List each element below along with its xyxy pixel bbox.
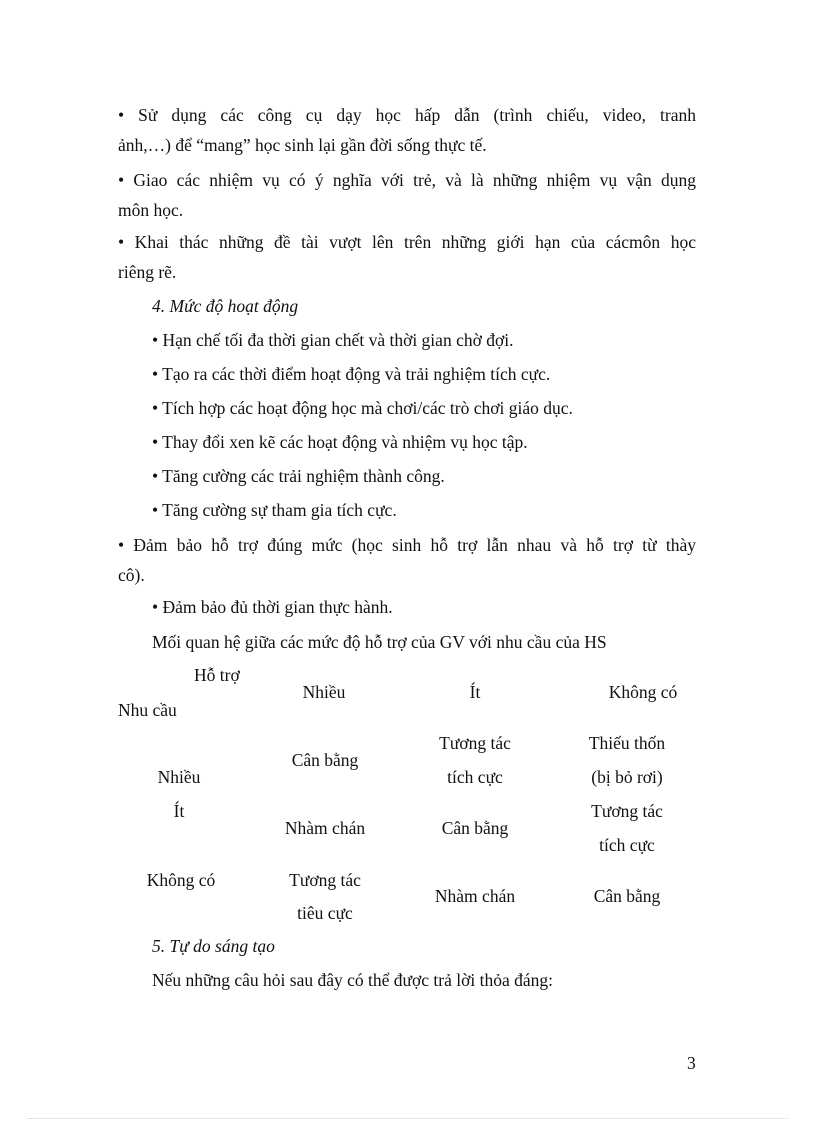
bullet-item: • Thay đổi xen kẽ các hoạt động và nhiệm vụ học tập.	[152, 432, 528, 452]
table-cell: Cân bằng	[593, 886, 661, 906]
bullet-item: • Hạn chế tối đa thời gian chết và thời gian chờ đợi.	[152, 330, 514, 350]
table-cell: tích cực	[447, 767, 503, 787]
paragraph-2-line-2: môn học.	[118, 200, 184, 220]
table-cell: Cân bằng	[291, 750, 359, 770]
row-header-many: Nhiều	[157, 767, 201, 787]
paragraph-3-line-1: • Khai thác những đề tài vượt lên trên những giới hạn của cácmôn học	[118, 232, 696, 252]
table-cell: Tương tác	[439, 733, 511, 753]
col-header-many: Nhiều	[302, 682, 346, 702]
table-cell: tích cực	[599, 835, 655, 855]
bullet-item: • Tăng cường sự tham gia tích cực.	[152, 500, 397, 520]
page-number: 3	[687, 1053, 696, 1073]
section-5-intro: Nếu những câu hỏi sau đây có thể được trả lời thỏa đáng:	[152, 970, 553, 990]
table-corner-needs: Nhu cầu	[118, 700, 177, 720]
table-cell: Tương tác	[289, 870, 361, 890]
paragraph-1-line-1: • Sử dụng các công cụ dạy học hấp dẫn (trình chiếu, video, tranh	[118, 105, 696, 125]
table-cell: Nhàm chán	[434, 886, 516, 906]
table-cell: (bị bỏ rơi)	[591, 767, 663, 787]
relation-title: Mối quan hệ giữa các mức độ hỗ trợ của GV với nhu cầu của HS	[152, 632, 607, 652]
table-cell: Tương tác	[591, 801, 663, 821]
bullet-item: • Tích hợp các hoạt động học mà chơi/các trò chơi giáo dục.	[152, 398, 573, 418]
paragraph-3-line-2: riêng rẽ.	[118, 262, 177, 282]
table-cell: Thiếu thốn	[588, 733, 666, 753]
row-header-none: Không có	[146, 870, 216, 890]
table-cell: Cân bằng	[441, 818, 509, 838]
row-header-few: Ít	[173, 801, 185, 821]
support-line-1: • Đảm bảo hỗ trợ đúng mức (học sinh hỗ trợ lẫn nhau và hỗ trợ từ thày	[118, 535, 696, 555]
paragraph-1-line-2: ảnh,…) để “mang” học sinh lại gần đời sống thực tế.	[118, 135, 487, 155]
section-5-heading: 5. Tự do sáng tạo	[152, 936, 275, 956]
practice-bullet: • Đảm bảo đủ thời gian thực hành.	[152, 597, 393, 617]
page-bottom-divider	[28, 1118, 788, 1119]
col-header-none: Không có	[608, 682, 678, 702]
paragraph-2-line-1: • Giao các nhiệm vụ có ý nghĩa với trẻ, và là những nhiệm vụ vận dụng	[118, 170, 696, 190]
bullet-item: • Tăng cường các trải nghiệm thành công.	[152, 466, 445, 486]
section-4-heading: 4. Mức độ hoạt động	[152, 296, 299, 316]
table-cell: tiêu cực	[297, 903, 353, 923]
bullet-item: • Tạo ra các thời điểm hoạt động và trải nghiệm tích cực.	[152, 364, 551, 384]
table-corner-support: Hỗ trợ	[194, 665, 240, 685]
table-cell: Nhàm chán	[284, 818, 366, 838]
support-line-2: cô).	[118, 565, 145, 585]
col-header-few: Ít	[469, 682, 481, 702]
